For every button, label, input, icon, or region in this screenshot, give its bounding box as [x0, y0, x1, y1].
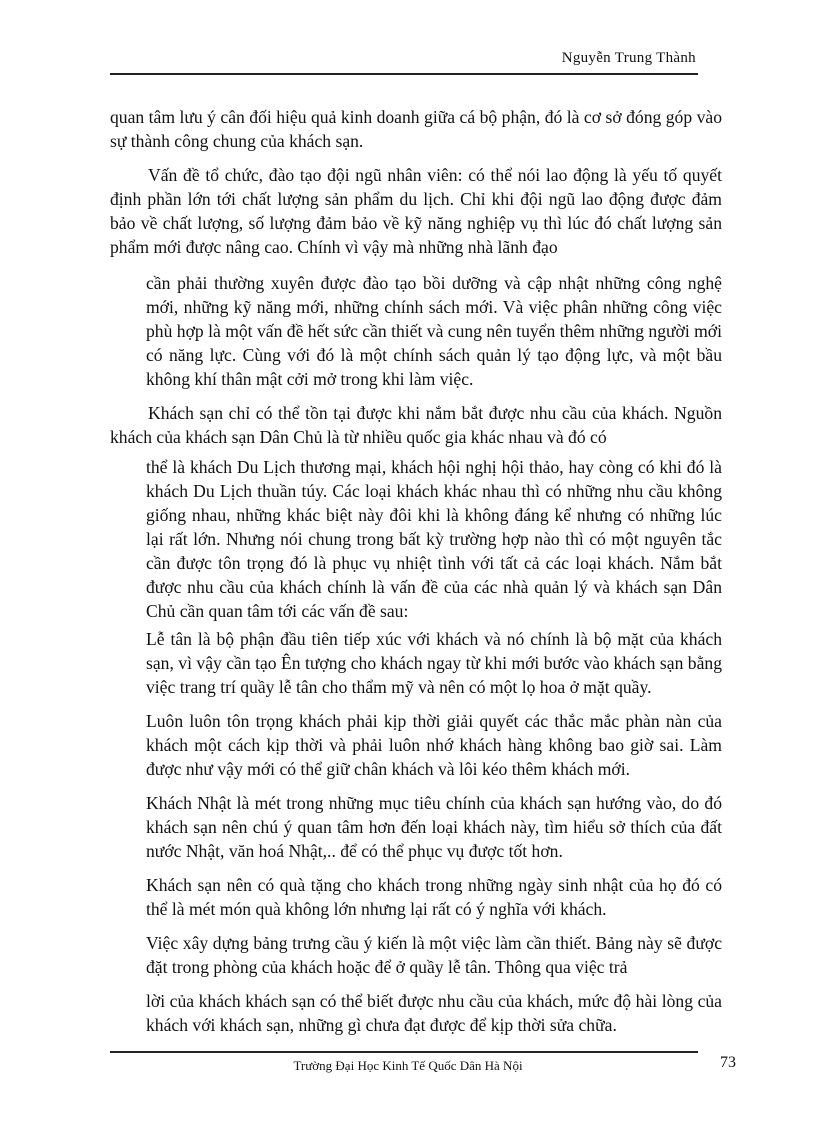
paragraph: Khách sạn nên có quà tặng cho khách trong những ngày sinh nhật của họ đó có thể là mét món quà không lớn nhưng lại rất có ý nghĩa với khách.	[146, 875, 722, 919]
paragraph: cần phải thường xuyên được đào tạo bồi dưỡng và cập nhật những công nghệ mới, những kỹ năng mới, những chính sách mới. Và việc phân những công việc phù hợp là một vấn đề hết sức cần thiết và cung nên tuyển thêm những người mới có năng lực. Cùng với đó là một chính sách quản lý tạo động lực, và một bầu không khí thân mật cởi mở trong khi làm việc.	[146, 273, 722, 389]
paragraph: Việc xây dựng bảng trưng cầu ý kiến là một việc làm cần thiết. Bảng này sẽ được đặt trong phòng của khách hoặc để ở quầy lễ tân. Thông qua việc trả	[146, 933, 722, 977]
header-author: Nguyễn Trung Thành	[561, 50, 696, 66]
paragraph: Lễ tân là bộ phận đầu tiên tiếp xúc với khách và nó chính là bộ mặt của khách sạn, vì vậy cần tạo Ên tượng cho khách ngay từ khi mới bước vào khách sạn bằng việc trang trí quầy lễ tân cho thẩm mỹ và nên có một lọ hoa ở mặt quầy.	[146, 629, 722, 697]
footer-rule	[110, 1051, 698, 1053]
page-number: 73	[720, 1054, 736, 1071]
paragraph: Khách sạn chỉ có thể tồn tại được khi nắm bắt được nhu cầu của khách. Nguồn khách của khách sạn Dân Chủ là từ nhiều quốc gia khác nhau và đó có	[110, 403, 722, 447]
document-body	[110, 105, 722, 1037]
paragraph: Luôn luôn tôn trọng khách phải kịp thời giải quyết các thắc mắc phàn nàn của khách một cách kịp thời và phải luôn nhớ khách hàng không bao giờ sai. Làm được như vậy mới có thể giữ chân khách và lôi kéo thêm khách mới.	[146, 711, 722, 779]
paragraph: Khách Nhật là mét trong những mục tiêu chính của khách sạn hướng vào, do đó khách sạn nên chú ý quan tâm hơn đến loại khách này, tìm hiểu sở thích của đất nước Nhật, văn hoá Nhật,.. để có thể phục vụ được tốt hơn.	[146, 793, 722, 861]
paragraph: thể là khách Du Lịch thương mại, khách hội nghị hội thảo, hay còng có khi đó là khách Du Lịch thuần túy. Các loại khách khác nhau thì có những nhu cầu không giống nhau, những khác biệt này đôi khi là không đáng kể nhưng có những lúc lại rất lớn. Nhưng nói chung trong bất kỳ trường hợp nào thì có một nguyên tắc cần được tôn trọng đó là phục vụ nhiệt tình với tất cả các loại khách. Nắm bắt được nhu cầu của khách chính là vấn đề của các nhà quản lý và khách sạn Dân Chủ cần quan tâm tới các vấn đề sau:	[146, 457, 722, 621]
header-rule	[110, 73, 698, 75]
footer-text: Trường Đại Học Kinh Tế Quốc Dân Hà Nội	[293, 1058, 523, 1073]
paragraph: Vấn đề tổ chức, đào tạo đội ngũ nhân viên: có thể nói lao động là yếu tố quyết định phần lớn tới chất lượng sản phẩm du lịch. Chỉ khi đội ngũ lao động được đảm bảo về chất lượng, số lượng đảm bảo về kỹ năng nghiệp vụ thì lúc đó chất lượng sản phẩm mới được nâng cao. Chính vì vậy mà những nhà lãnh đạo	[110, 165, 722, 257]
paragraph: quan tâm lưu ý cân đối hiệu quả kinh doanh giữa cá bộ phận, đó là cơ sở đóng góp vào sự thành công chung của khách sạn.	[110, 107, 722, 151]
paragraph: lời của khách khách sạn có thể biết được nhu cầu của khách, mức độ hài lòng của khách với khách sạn, những gì chưa đạt được để kịp thời sửa chữa.	[146, 991, 722, 1035]
